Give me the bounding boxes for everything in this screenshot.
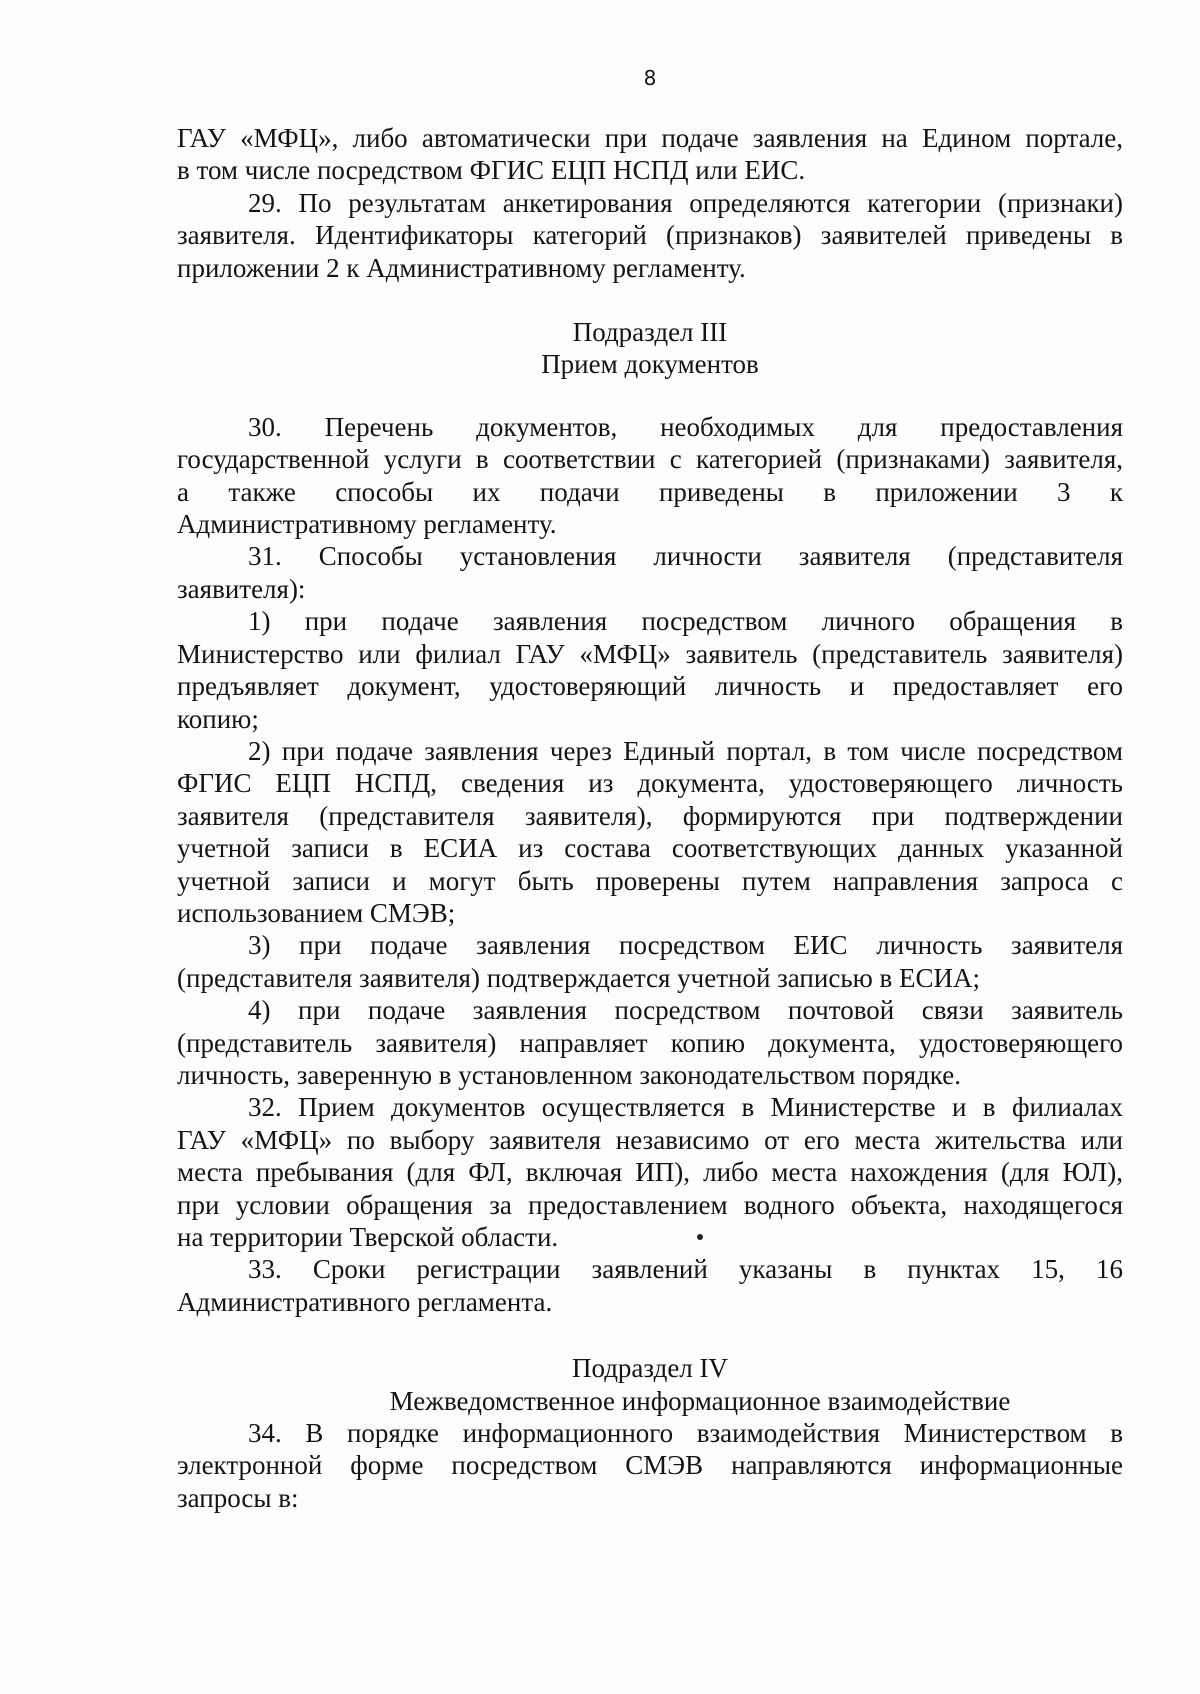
paragraph-29-line: заявителя. Идентификаторы категорий (признаков) заявителей приведены в <box>177 220 1123 251</box>
paragraph-31-2-line: использованием СМЭВ; <box>177 897 456 928</box>
paragraph-33-line: 33. Сроки регистрации заявлений указаны в пунктах 15, 16 <box>248 1254 1123 1285</box>
document-body <box>177 122 1123 1514</box>
paragraph-31-3-line: 3) при подаче заявления посредством ЕИС личность заявителя <box>248 930 1123 961</box>
paragraph-32-line: при условии обращения за предоставлением водного объекта, находящегося <box>177 1189 1123 1220</box>
paragraph-30-line: Административному регламенту. <box>177 509 557 540</box>
paragraph-31-4-line: личность, заверенную в установленном законодательством порядке. <box>177 1059 961 1090</box>
paragraph-31-2-line: заявителя (представителя заявителя), формируются при подтверждении <box>177 800 1123 831</box>
paragraph-30-line: государственной услуги в соответствии с категорией (признаками) заявителя, <box>177 444 1123 475</box>
paragraph-31-1-line: 1) при подаче заявления посредством личного обращения в <box>248 606 1123 637</box>
section-4-subtitle: Межведомственное информационное взаимодействие <box>389 1385 1011 1416</box>
paragraph-33-line: Административного регламента. <box>177 1286 553 1317</box>
paragraph-34-line: запросы в: <box>177 1482 299 1513</box>
paragraph-intro-line: в том числе посредством ФГИС ЕЦП НСПД или ЕИС. <box>177 155 806 186</box>
paragraph-intro-line: ГАУ «МФЦ», либо автоматически при подаче заявления на Едином портале, <box>177 123 1123 153</box>
paragraph-32-line: места пребывания (для ФЛ, включая ИП), либо места нахождения (для ЮЛ), <box>177 1157 1123 1188</box>
paragraph-31-line: заявителя): <box>177 573 306 604</box>
paragraph-31-3-line: (представителя заявителя) подтверждается учетной записью в ЕСИА; <box>177 962 981 993</box>
paragraph-32-line: ГАУ «МФЦ» по выбору заявителя независимо от его места жительства или <box>177 1124 1123 1155</box>
paragraph-31-1-line: Министерство или филиал ГАУ «МФЦ» заявитель (представитель заявителя) <box>177 638 1123 669</box>
paragraph-31-2-line: ФГИС ЕЦП НСПД, сведения из документа, удостоверяющего личность <box>177 768 1123 799</box>
paragraph-31-4-line: 4) при подаче заявления посредством почтовой связи заявитель <box>248 995 1123 1026</box>
paragraph-32-line: 32. Прием документов осуществляется в Министерстве и в филиалах <box>248 1092 1123 1123</box>
paragraph-31-1-line: копию; <box>177 703 259 734</box>
section-4-title: Подраздел IV <box>571 1353 729 1384</box>
paragraph-29-line: 29. По результатам анкетирования определяются категории (признаки) <box>248 187 1123 218</box>
paragraph-31-2-line: учетной записи в ЕСИА из состава соответствующих данных указанной <box>177 833 1123 864</box>
paragraph-29-line: приложении 2 к Административному регламенту. <box>177 252 746 283</box>
paragraph-34-line: электронной форме посредством СМЭВ направляются информационные <box>177 1450 1123 1481</box>
page-number: 8 <box>643 66 657 90</box>
paragraph-32-line: на территории Тверской области. <box>177 1222 559 1252</box>
paragraph-31-1-line: предъявляет документ, удостоверяющий личность и предоставляет его <box>177 671 1123 702</box>
paragraph-31-2-line: 2) при подаче заявления через Единый портал, в том числе посредством <box>248 735 1123 766</box>
paragraph-31-line: 31. Способы установления личности заявителя (представителя <box>248 541 1123 572</box>
scan-speck <box>697 1234 703 1240</box>
paragraph-31-4-line: (представитель заявителя) направляет копию документа, удостоверяющего <box>177 1027 1123 1058</box>
section-3-title: Подраздел III <box>572 317 728 348</box>
paragraph-30-line: 30. Перечень документов, необходимых для предоставления <box>248 411 1123 442</box>
paragraph-34-line: 34. В порядке информационного взаимодействия Министерством в <box>248 1418 1123 1449</box>
paragraph-30-line: а также способы их подачи приведены в приложении 3 к <box>177 476 1123 507</box>
paragraph-31-2-line: учетной записи и могут быть проверены путем направления запроса с <box>177 865 1123 896</box>
section-3-subtitle: Прием документов <box>541 349 759 380</box>
